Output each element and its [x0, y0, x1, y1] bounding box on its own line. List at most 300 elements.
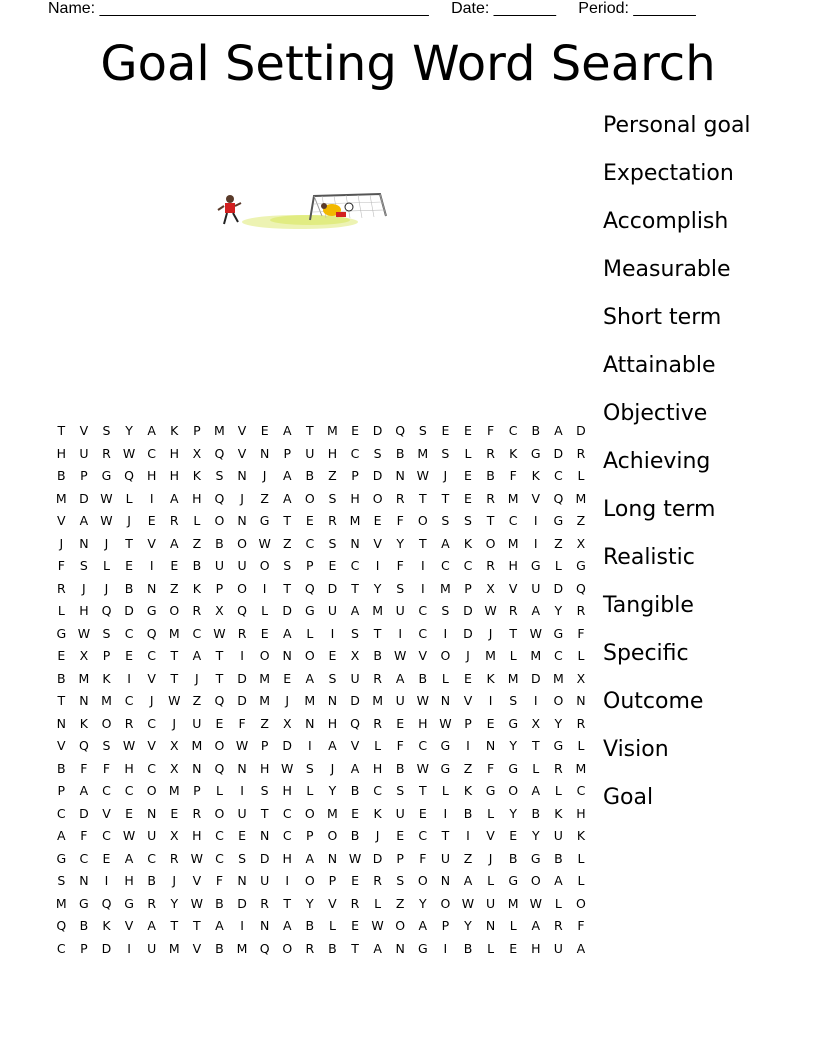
grid-letter[interactable]: N [327, 693, 338, 708]
grid-letter[interactable]: R [192, 603, 202, 618]
grid-letter[interactable]: V [192, 940, 202, 956]
grid-letter[interactable]: I [262, 580, 267, 596]
grid-letter[interactable]: A [57, 828, 66, 843]
period-blank[interactable]: _______ [633, 0, 696, 17]
grid-letter[interactable]: U [553, 828, 563, 843]
grid-letter[interactable]: C [215, 828, 224, 843]
grid-letter[interactable]: E [396, 715, 405, 731]
grid-letter[interactable]: R [169, 513, 179, 528]
grid-letter[interactable]: A [554, 423, 563, 438]
grid-letter[interactable]: D [79, 490, 89, 506]
grid-letter[interactable]: T [283, 513, 292, 528]
grid-letter[interactable]: Q [259, 940, 270, 956]
grid-letter[interactable]: Y [554, 715, 563, 731]
grid-letter[interactable]: Q [553, 490, 564, 506]
grid-letter[interactable]: E [351, 805, 359, 821]
grid-letter[interactable]: I [420, 558, 425, 573]
grid-letter[interactable]: K [192, 468, 201, 483]
grid-letter[interactable]: V [57, 513, 66, 528]
grid-letter[interactable]: I [488, 693, 493, 708]
grid-letter[interactable]: J [127, 513, 131, 528]
grid-letter[interactable]: C [102, 783, 111, 798]
grid-letter[interactable]: D [282, 603, 293, 618]
grid-letter[interactable]: E [486, 715, 495, 731]
grid-letter[interactable]: D [553, 580, 564, 596]
grid-letter[interactable]: L [554, 895, 562, 911]
grid-letter[interactable]: S [396, 783, 405, 798]
grid-letter[interactable]: R [395, 490, 405, 506]
grid-letter[interactable]: X [486, 580, 495, 596]
grid-letter[interactable]: Q [214, 490, 225, 506]
grid-letter[interactable]: F [486, 423, 495, 438]
grid-letter[interactable]: P [283, 445, 291, 461]
grid-letter[interactable]: W [416, 693, 429, 708]
grid-letter[interactable]: Q [101, 603, 112, 618]
grid-letter[interactable]: S [328, 670, 337, 686]
grid-letter[interactable]: G [417, 940, 428, 956]
grid-letter[interactable]: P [57, 783, 66, 798]
grid-letter[interactable]: N [79, 535, 89, 551]
grid-letter[interactable]: M [575, 760, 587, 776]
grid-letter[interactable]: Y [396, 535, 405, 551]
grid-letter[interactable]: U [237, 805, 247, 821]
grid-letter[interactable]: X [215, 603, 224, 618]
grid-letter[interactable]: J [172, 715, 177, 731]
grid-letter[interactable]: M [168, 625, 180, 641]
grid-letter[interactable]: O [440, 648, 451, 663]
grid-letter[interactable]: A [531, 783, 541, 798]
grid-letter[interactable]: P [306, 828, 314, 843]
grid-letter[interactable]: D [372, 850, 383, 866]
grid-letter[interactable]: W [529, 625, 542, 641]
grid-letter[interactable]: D [282, 738, 293, 753]
grid-letter[interactable]: U [79, 445, 89, 461]
grid-letter[interactable]: H [124, 873, 134, 888]
grid-letter[interactable]: O [440, 895, 451, 911]
grid-letter[interactable]: C [147, 648, 157, 663]
grid-letter[interactable]: G [508, 715, 519, 731]
grid-letter[interactable]: W [394, 648, 407, 663]
grid-letter[interactable]: P [215, 580, 224, 596]
grid-letter[interactable]: Z [192, 535, 202, 551]
grid-letter[interactable]: V [147, 670, 156, 686]
grid-letter[interactable]: O [214, 513, 225, 528]
grid-letter[interactable]: C [192, 625, 202, 641]
grid-letter[interactable]: C [147, 715, 157, 731]
grid-letter[interactable]: Q [146, 625, 157, 641]
grid-letter[interactable]: D [553, 445, 564, 461]
grid-letter[interactable]: X [169, 828, 179, 843]
grid-letter[interactable]: L [193, 513, 201, 528]
grid-letter[interactable]: R [486, 445, 495, 461]
grid-letter[interactable]: G [576, 558, 586, 573]
grid-letter[interactable]: R [373, 873, 382, 888]
grid-letter[interactable]: M [101, 693, 112, 708]
grid-letter[interactable]: R [576, 603, 586, 618]
grid-letter[interactable]: P [306, 558, 314, 573]
grid-letter[interactable]: T [418, 490, 427, 506]
grid-letter[interactable]: L [577, 738, 585, 753]
grid-letter[interactable]: Z [282, 535, 292, 551]
grid-letter[interactable]: M [417, 445, 429, 461]
grid-letter[interactable]: T [170, 670, 179, 686]
grid-letter[interactable]: P [396, 850, 404, 866]
grid-letter[interactable]: L [306, 625, 314, 641]
grid-letter[interactable]: Y [373, 580, 382, 596]
grid-letter[interactable]: K [463, 535, 473, 551]
grid-letter[interactable]: E [441, 423, 450, 438]
grid-letter[interactable]: E [57, 648, 66, 663]
grid-letter[interactable]: U [395, 693, 405, 708]
grid-letter[interactable]: G [101, 468, 112, 483]
grid-letter[interactable]: O [304, 648, 315, 663]
name-blank[interactable]: _____________________________________ [99, 0, 429, 17]
grid-letter[interactable]: U [214, 558, 225, 573]
grid-letter[interactable]: I [149, 490, 154, 506]
grid-letter[interactable]: W [190, 850, 204, 866]
grid-letter[interactable]: F [396, 738, 404, 753]
grid-letter[interactable]: W [461, 895, 475, 911]
grid-letter[interactable]: E [373, 513, 382, 528]
grid-letter[interactable]: Q [101, 895, 112, 911]
grid-letter[interactable]: W [484, 603, 497, 618]
grid-letter[interactable]: I [149, 558, 154, 573]
grid-letter[interactable]: C [418, 828, 428, 843]
grid-letter[interactable]: C [553, 648, 563, 663]
grid-letter[interactable]: S [102, 738, 111, 753]
grid-letter[interactable]: D [237, 670, 247, 686]
grid-letter[interactable]: E [464, 490, 472, 506]
grid-letter[interactable]: G [530, 850, 541, 866]
grid-letter[interactable]: H [576, 805, 586, 821]
grid-letter[interactable]: T [486, 513, 495, 528]
grid-letter[interactable]: C [553, 468, 563, 483]
grid-letter[interactable]: A [395, 670, 405, 686]
grid-letter[interactable]: N [56, 715, 66, 731]
grid-letter[interactable]: R [102, 445, 111, 461]
grid-letter[interactable]: B [486, 468, 495, 483]
grid-letter[interactable]: D [463, 625, 473, 641]
grid-letter[interactable]: T [125, 535, 133, 551]
grid-letter[interactable]: N [79, 693, 89, 708]
grid-letter[interactable]: K [509, 445, 518, 461]
grid-letter[interactable]: O [372, 490, 383, 506]
grid-letter[interactable]: C [508, 423, 518, 438]
grid-letter[interactable]: Y [125, 423, 133, 438]
grid-letter[interactable]: W [100, 490, 113, 506]
grid-letter[interactable]: U [440, 850, 450, 866]
grid-letter[interactable]: Y [509, 805, 517, 821]
grid-letter[interactable]: V [418, 648, 428, 663]
grid-letter[interactable]: A [463, 873, 473, 888]
grid-letter[interactable]: I [240, 648, 244, 663]
grid-letter[interactable]: I [240, 918, 244, 933]
grid-letter[interactable]: U [192, 715, 202, 731]
grid-letter[interactable]: W [122, 738, 136, 753]
grid-letter[interactable]: Q [237, 603, 247, 618]
grid-letter[interactable]: L [577, 648, 585, 663]
grid-letter[interactable]: W [100, 513, 113, 528]
grid-letter[interactable]: M [507, 535, 519, 551]
grid-letter[interactable]: L [464, 445, 472, 461]
grid-letter[interactable]: A [282, 468, 292, 483]
grid-letter[interactable]: H [282, 850, 292, 866]
grid-letter[interactable]: K [531, 468, 540, 483]
grid-letter[interactable]: S [441, 513, 450, 528]
grid-letter[interactable]: O [395, 918, 406, 933]
grid-letter[interactable]: R [192, 805, 202, 821]
grid-letter[interactable]: I [533, 535, 538, 551]
grid-letter[interactable]: M [168, 783, 180, 798]
grid-letter[interactable]: H [282, 783, 292, 798]
grid-letter[interactable]: B [215, 940, 224, 956]
grid-letter[interactable]: D [372, 468, 383, 483]
grid-letter[interactable]: R [169, 850, 179, 866]
grid-letter[interactable]: Y [328, 783, 337, 798]
grid-letter[interactable]: C [350, 558, 360, 573]
grid-letter[interactable]: A [305, 670, 315, 686]
grid-letter[interactable]: S [509, 693, 518, 708]
grid-letter[interactable]: O [417, 513, 428, 528]
grid-letter[interactable]: M [372, 693, 383, 708]
grid-letter[interactable]: E [464, 423, 472, 438]
grid-letter[interactable]: M [259, 670, 271, 686]
grid-letter[interactable]: T [215, 648, 224, 663]
grid-letter[interactable]: C [418, 603, 428, 618]
grid-letter[interactable]: M [552, 670, 564, 686]
grid-letter[interactable]: W [213, 625, 226, 641]
grid-letter[interactable]: E [170, 805, 179, 821]
grid-letter[interactable]: G [553, 513, 564, 528]
grid-letter[interactable]: C [350, 445, 360, 461]
grid-letter[interactable]: C [282, 805, 292, 821]
grid-letter[interactable]: S [79, 558, 88, 573]
grid-letter[interactable]: T [531, 738, 540, 753]
grid-letter[interactable]: B [305, 468, 315, 483]
grid-letter[interactable]: J [149, 693, 154, 708]
grid-letter[interactable]: T [57, 423, 66, 438]
grid-letter[interactable]: B [531, 805, 541, 821]
grid-letter[interactable]: E [170, 558, 179, 573]
grid-letter[interactable]: H [124, 760, 134, 776]
grid-letter[interactable]: I [285, 873, 290, 888]
grid-letter[interactable]: I [420, 580, 425, 596]
grid-letter[interactable]: A [169, 535, 179, 551]
grid-letter[interactable]: X [79, 648, 89, 663]
grid-letter[interactable]: S [328, 535, 337, 551]
grid-letter[interactable]: D [237, 895, 247, 911]
grid-letter[interactable]: P [193, 783, 201, 798]
grid-letter[interactable]: C [463, 558, 473, 573]
grid-letter[interactable]: Q [350, 715, 360, 731]
grid-letter[interactable]: A [531, 603, 541, 618]
grid-letter[interactable]: T [57, 693, 66, 708]
grid-letter[interactable]: P [193, 423, 201, 438]
grid-letter[interactable]: T [418, 783, 427, 798]
grid-letter[interactable]: M [168, 940, 180, 956]
grid-letter[interactable]: M [78, 670, 90, 686]
grid-letter[interactable]: W [77, 625, 91, 641]
grid-letter[interactable]: K [102, 670, 111, 686]
grid-letter[interactable]: D [350, 693, 360, 708]
grid-letter[interactable]: M [485, 648, 496, 663]
grid-letter[interactable]: A [147, 918, 156, 933]
grid-letter[interactable]: F [238, 715, 246, 731]
grid-letter[interactable]: V [373, 535, 382, 551]
grid-letter[interactable]: S [464, 513, 472, 528]
grid-letter[interactable]: W [529, 895, 542, 911]
grid-letter[interactable]: C [282, 828, 292, 843]
grid-letter[interactable]: R [373, 670, 382, 686]
grid-letter[interactable]: D [463, 603, 473, 618]
grid-letter[interactable]: P [102, 648, 111, 663]
grid-letter[interactable]: R [554, 760, 563, 776]
grid-letter[interactable]: W [348, 850, 362, 866]
grid-letter[interactable]: I [443, 805, 448, 821]
grid-letter[interactable]: V [237, 445, 247, 461]
grid-letter[interactable]: Q [214, 445, 225, 461]
grid-letter[interactable]: K [102, 918, 111, 933]
grid-letter[interactable]: D [530, 670, 541, 686]
grid-letter[interactable]: G [530, 558, 541, 573]
grid-letter[interactable]: G [553, 738, 564, 753]
grid-letter[interactable]: F [486, 760, 495, 776]
grid-letter[interactable]: B [57, 670, 66, 686]
grid-letter[interactable]: M [259, 693, 271, 708]
grid-letter[interactable]: C [102, 828, 111, 843]
grid-letter[interactable]: W [235, 738, 249, 753]
grid-letter[interactable]: S [215, 468, 224, 483]
grid-letter[interactable]: C [147, 445, 157, 461]
grid-letter[interactable]: U [147, 828, 157, 843]
grid-letter[interactable]: S [102, 423, 111, 438]
grid-letter[interactable]: Y [418, 895, 427, 911]
grid-letter[interactable]: I [127, 670, 131, 686]
grid-letter[interactable]: I [533, 693, 538, 708]
grid-letter[interactable]: P [80, 940, 88, 956]
grid-letter[interactable]: H [169, 468, 179, 483]
grid-letter[interactable]: G [56, 850, 67, 866]
grid-letter[interactable]: T [351, 940, 359, 956]
grid-letter[interactable]: G [79, 895, 89, 911]
grid-letter[interactable]: A [192, 648, 202, 663]
grid-letter[interactable]: E [509, 828, 518, 843]
grid-letter[interactable]: M [327, 423, 338, 438]
grid-letter[interactable]: I [240, 783, 244, 798]
grid-letter[interactable]: K [373, 805, 382, 821]
grid-letter[interactable]: X [531, 715, 541, 731]
grid-letter[interactable]: E [351, 873, 359, 888]
grid-letter[interactable]: O [237, 580, 247, 596]
grid-letter[interactable]: B [554, 850, 563, 866]
grid-letter[interactable]: T [283, 580, 292, 596]
grid-letter[interactable]: L [577, 873, 585, 888]
grid-letter[interactable]: M [439, 580, 451, 596]
grid-letter[interactable]: I [466, 828, 470, 843]
grid-letter[interactable]: F [80, 828, 88, 843]
grid-letter[interactable]: B [373, 648, 382, 663]
grid-letter[interactable]: J [375, 828, 380, 843]
grid-letter[interactable]: N [79, 873, 89, 888]
grid-letter[interactable]: Q [78, 738, 89, 753]
grid-letter[interactable]: A [79, 783, 89, 798]
grid-letter[interactable]: H [327, 445, 338, 461]
grid-letter[interactable]: S [418, 423, 427, 438]
grid-letter[interactable]: F [57, 558, 65, 573]
grid-letter[interactable]: E [215, 715, 224, 731]
grid-letter[interactable]: Z [395, 895, 405, 911]
grid-letter[interactable]: R [124, 715, 134, 731]
grid-letter[interactable]: N [485, 918, 496, 933]
grid-letter[interactable]: O [530, 873, 541, 888]
grid-letter[interactable]: F [80, 760, 88, 776]
grid-letter[interactable]: G [259, 513, 270, 528]
grid-letter[interactable]: T [441, 490, 450, 506]
grid-letter[interactable]: N [395, 468, 405, 483]
grid-letter[interactable]: H [259, 760, 270, 776]
grid-letter[interactable]: I [398, 625, 403, 641]
grid-letter[interactable]: K [463, 783, 473, 798]
grid-letter[interactable]: B [395, 760, 405, 776]
grid-letter[interactable]: H [146, 468, 157, 483]
grid-letter[interactable]: K [554, 805, 563, 821]
grid-letter[interactable]: L [328, 918, 336, 933]
grid-letter[interactable]: E [328, 648, 337, 663]
grid-letter[interactable]: D [327, 580, 338, 596]
grid-letter[interactable]: G [124, 895, 134, 911]
grid-letter[interactable]: O [327, 828, 338, 843]
grid-letter[interactable]: L [125, 490, 133, 506]
grid-letter[interactable]: R [305, 940, 315, 956]
grid-letter[interactable]: F [396, 558, 404, 573]
grid-letter[interactable]: A [282, 423, 292, 438]
grid-letter[interactable]: I [127, 940, 131, 956]
grid-letter[interactable]: O [259, 648, 270, 663]
grid-letter[interactable]: U [305, 445, 315, 461]
grid-letter[interactable]: E [351, 423, 359, 438]
grid-letter[interactable]: A [576, 940, 586, 956]
grid-letter[interactable]: B [463, 805, 473, 821]
grid-letter[interactable]: M [236, 940, 248, 956]
grid-letter[interactable]: F [396, 513, 404, 528]
grid-letter[interactable]: V [237, 423, 247, 438]
grid-letter[interactable]: J [262, 468, 267, 483]
grid-letter[interactable]: K [170, 423, 179, 438]
grid-letter[interactable]: W [281, 760, 294, 776]
grid-letter[interactable]: O [485, 535, 496, 551]
grid-letter[interactable]: I [307, 738, 312, 753]
grid-letter[interactable]: L [487, 805, 495, 821]
grid-letter[interactable]: N [259, 918, 270, 933]
grid-letter[interactable]: H [169, 445, 179, 461]
grid-letter[interactable]: T [283, 895, 292, 911]
grid-letter[interactable]: F [419, 850, 427, 866]
grid-letter[interactable]: A [554, 873, 563, 888]
grid-letter[interactable]: E [260, 423, 269, 438]
grid-letter[interactable]: V [531, 490, 541, 506]
grid-letter[interactable]: L [487, 940, 495, 956]
grid-letter[interactable]: H [192, 490, 202, 506]
grid-letter[interactable]: T [170, 918, 179, 933]
grid-letter[interactable]: N [395, 940, 405, 956]
grid-letter[interactable]: V [486, 828, 495, 843]
grid-letter[interactable]: J [82, 580, 86, 596]
grid-letter[interactable]: W [190, 895, 204, 911]
grid-letter[interactable]: A [147, 423, 156, 438]
grid-letter[interactable]: N [576, 693, 586, 708]
grid-letter[interactable]: W [122, 828, 136, 843]
grid-letter[interactable]: B [147, 873, 156, 888]
